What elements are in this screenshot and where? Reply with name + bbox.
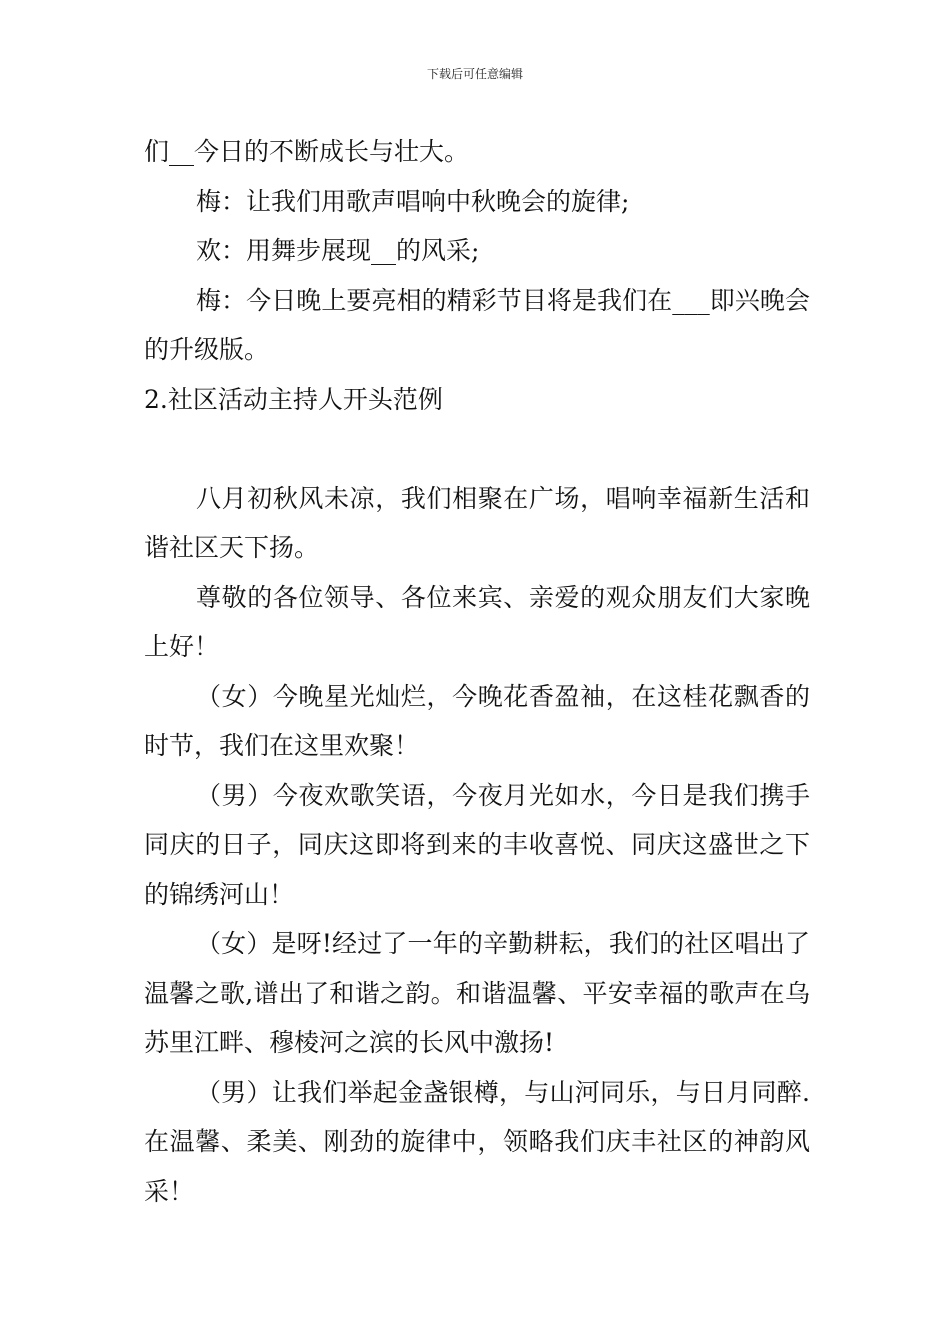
paragraph-opening-verse: 八月初秋风未凉，我们相聚在广场，唱响幸福新生活和谐社区天下扬。 <box>144 483 810 562</box>
paragraph-male-1: （男）今夜欢歌笑语，今夜月光如水，今日是我们携手同庆的日子，同庆这即将到来的丰收喜悦、同庆这盛世之下的锦绣河山！ <box>144 780 810 909</box>
paragraph-continuation: 们__今日的不断成长与壮大。 <box>144 137 470 166</box>
paragraph-female-2: （女）是呀!经过了一年的辛勤耕耘，我们的社区唱出了温馨之歌,谱出了和谐之韵。和谐温馨、平安幸福的歌声在乌苏里江畔、穆棱河之滨的长风中激扬! <box>144 929 810 1057</box>
paragraph-mei-1: 梅：让我们用歌声唱响中秋晚会的旋律; <box>196 186 630 216</box>
page-header-note: 下载后可任意编辑 <box>426 67 523 81</box>
paragraph-mei-2: 梅：今日晚上要亮相的精彩节目将是我们在___即兴晚会的升级版。 <box>144 285 810 364</box>
paragraph-female-1: （女）今晚星光灿烂，今晚花香盈袖，在这桂花飘香的时节，我们在这里欢聚！ <box>144 681 810 760</box>
paragraph-greeting: 尊敬的各位领导、各位来宾、亲爱的观众朋友们大家晚上好！ <box>144 582 810 661</box>
paragraph-huan-1: 欢：用舞步展现__的风采; <box>196 236 480 265</box>
blank-line <box>144 424 810 474</box>
paragraph-male-2: （男）让我们举起金盏银樽，与山河同乐，与日月同醉.在温馨、柔美、刚劲的旋律中，领略我们庆丰社区的神韵风采！ <box>144 1077 810 1206</box>
section-heading: 2.社区活动主持人开头范例 <box>144 384 443 414</box>
document-body <box>144 127 810 1216</box>
